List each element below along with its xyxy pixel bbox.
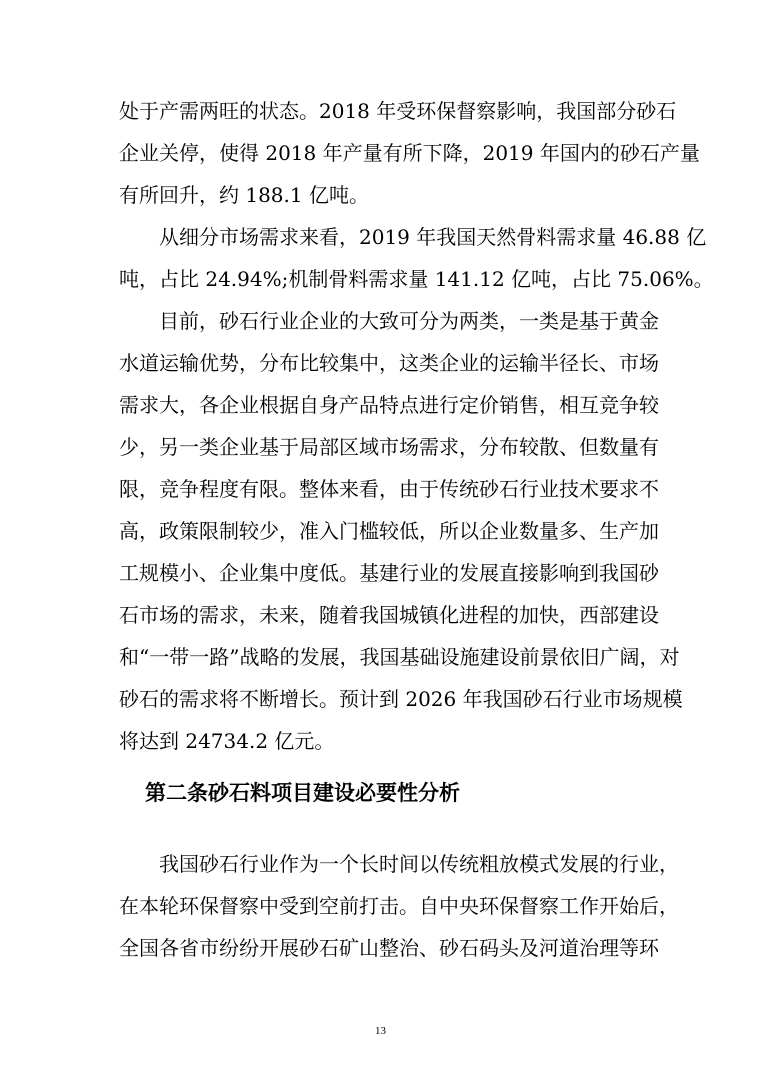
paragraph-line: 将达到 24734.2 亿元。: [119, 729, 335, 753]
paragraph-line: 少，另一类企业基于局部区域市场需求，分布较散、但数量有: [119, 435, 659, 459]
paragraph-line: 和“一带一路”战略的发展，我国基础设施建设前景依旧广阔，对: [119, 645, 680, 669]
paragraph-line: 水道运输优势，分布比较集中，这类企业的运输半径长、市场: [119, 351, 659, 375]
paragraph-line: 吨，占比 24.94%;机制骨料需求量 141.12 亿吨，占比 75.06%。: [119, 267, 714, 291]
paragraph-line: 企业关停，使得 2018 年产量有所下降，2019 年国内的砂石产量: [119, 141, 700, 165]
paragraph-line: 我国砂石行业作为一个长时间以传统粗放模式发展的行业，: [119, 852, 679, 876]
paragraph-line: 石市场的需求，未来，随着我国城镇化进程的加快，西部建设: [119, 603, 659, 627]
section-paragraph: [119, 843, 679, 969]
paragraph-line: 处于产需两旺的状态。2018 年受环保督察影响，我国部分砂石: [119, 99, 677, 123]
paragraph-3: [119, 300, 683, 762]
paragraph-line: 从细分市场需求来看，2019 年我国天然骨料需求量 46.88 亿: [119, 225, 707, 249]
paragraph-line: 有所回升，约 188.1 亿吨。: [119, 183, 369, 207]
paragraph-line: 需求大，各企业根据自身产品特点进行定价销售，相互竞争较: [119, 393, 659, 417]
paragraph-line: 目前，砂石行业企业的大致可分为两类，一类是基于黄金: [119, 309, 659, 333]
paragraph-1: [119, 90, 700, 216]
page-number: 13: [375, 1025, 386, 1037]
paragraph-line: 限，竞争程度有限。整体来看，由于传统砂石行业技术要求不: [119, 477, 659, 501]
paragraph-line: 砂石的需求将不断增长。预计到 2026 年我国砂石行业市场规模: [119, 687, 683, 711]
paragraph-line: 在本轮环保督察中受到空前打击。自中央环保督察工作开始后，: [119, 894, 679, 918]
paragraph-line: 工规模小、企业集中度低。基建行业的发展直接影响到我国砂: [119, 561, 659, 585]
paragraph-line: 高，政策限制较少，准入门槛较低，所以企业数量多、生产加: [119, 519, 659, 543]
paragraph-2: [119, 216, 714, 300]
section-heading: 第二条砂石料项目建设必要性分析: [145, 781, 460, 805]
paragraph-line: 全国各省市纷纷开展砂石矿山整治、砂石码头及河道治理等环: [119, 936, 659, 960]
